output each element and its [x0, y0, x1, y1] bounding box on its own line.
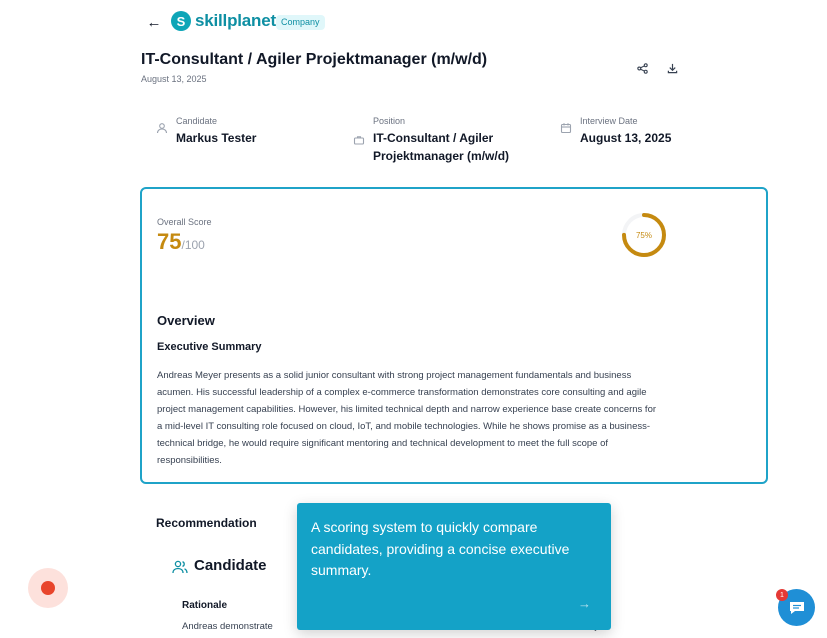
share-icon	[637, 63, 648, 74]
page-title: IT-Consultant / Agiler Projektmanager (m/w/d)	[141, 51, 488, 68]
record-dot-icon	[41, 581, 55, 595]
users-icon	[172, 559, 188, 575]
logo-text: skillplanet	[195, 11, 276, 30]
share-button[interactable]	[633, 59, 651, 77]
candidate-card	[156, 104, 336, 166]
score-number: 75	[157, 229, 182, 254]
chat-icon	[788, 600, 806, 616]
score-panel	[140, 187, 768, 484]
executive-summary-heading: Executive Summary	[157, 341, 262, 353]
position-label: Position	[373, 116, 406, 126]
briefcase-icon	[353, 134, 365, 146]
overall-score	[157, 229, 205, 255]
candidate-label: Candidate	[176, 116, 218, 126]
chat-notification-badge: 1	[776, 589, 788, 601]
company-badge: Company	[276, 15, 325, 30]
executive-summary-text: Andreas Meyer presents as a solid junior consultant with strong project management fundamentals and business acumen. His successful leadership of a complex e-commerce transformation demonstrates core consulting and agile project management capabilities. However, his limited technical depth and narrow experience base create concerns for a mid-level IT consulting role focused on cloud, IoT, and mobile technologies. While he shows promise as a business-technical bridge, he would require significant mentoring and technical development to meet the full scope of responsibilities.	[157, 370, 657, 466]
next-arrow-icon[interactable]: →	[578, 596, 591, 611]
position-value: IT-Consultant / Agiler Projektmanager (m/w/d)	[373, 131, 510, 163]
rationale-text: Andreas demonstrate	[182, 621, 273, 632]
candidate-name: Markus Tester	[176, 131, 257, 145]
download-icon	[667, 63, 678, 74]
tooltip-text: A scoring system to quickly compare candidates, providing a concise executive summary.	[311, 519, 570, 578]
overview-heading: Overview	[157, 313, 215, 328]
download-button[interactable]	[663, 59, 681, 77]
position-card	[353, 104, 533, 166]
user-icon	[156, 122, 168, 134]
recommendation-heading: Recommendation	[156, 516, 257, 530]
interview-date-card	[560, 104, 700, 166]
calendar-icon	[560, 122, 572, 134]
logo[interactable]	[171, 11, 276, 31]
record-button[interactable]	[28, 568, 68, 608]
back-arrow-icon[interactable]: ←	[146, 13, 162, 31]
onboarding-tooltip	[297, 503, 611, 630]
logo-mark-icon: S	[171, 11, 191, 31]
report-date: August 13, 2025	[141, 74, 207, 84]
score-percent: 75%	[635, 230, 652, 240]
overall-score-label: Overall Score	[157, 217, 212, 227]
score-max: /100	[181, 238, 205, 252]
candidate-heading: Candidate	[194, 557, 267, 574]
rationale-label: Rationale	[182, 600, 228, 611]
interview-date-label: Interview Date	[580, 116, 638, 126]
interview-date-value: August 13, 2025	[580, 131, 672, 145]
